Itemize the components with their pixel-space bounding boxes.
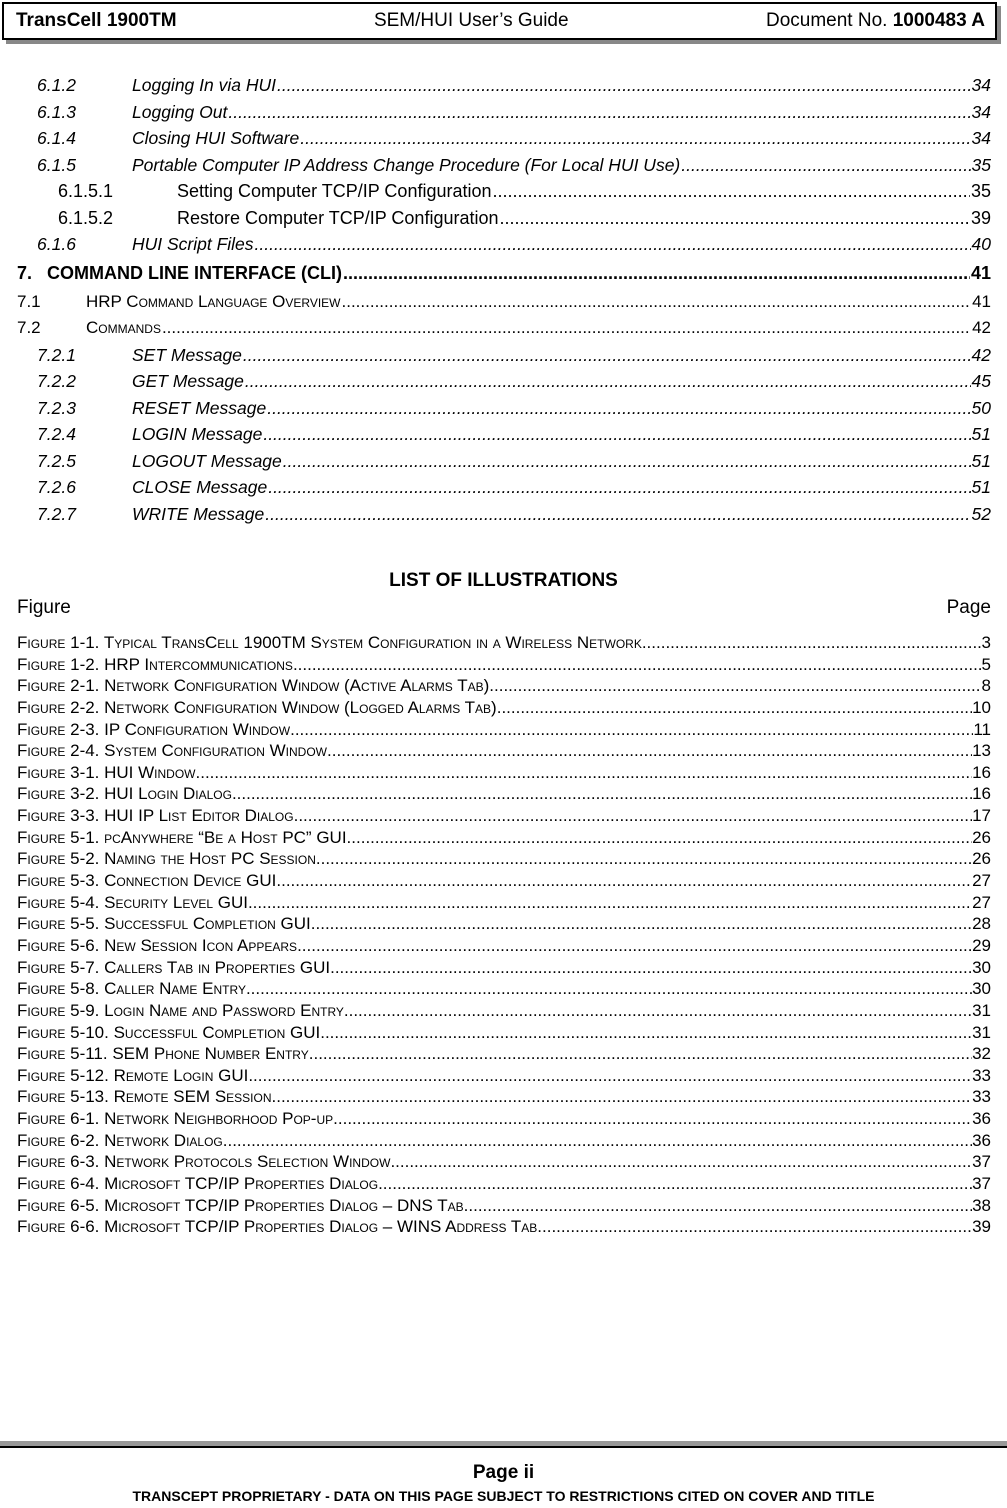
- dot-leader: [265, 501, 970, 528]
- dot-leader: [223, 1130, 972, 1152]
- toc-entry-title: CLOSE Message: [132, 477, 268, 497]
- toc-entry-title: Restore Computer TCP/IP Configuration: [177, 207, 499, 228]
- toc-entry[interactable]: [0, 448, 1007, 475]
- dot-leader: [290, 719, 973, 741]
- figure-entry-page: 31: [972, 1022, 991, 1042]
- toc-entry[interactable]: [0, 421, 1007, 448]
- figure-entry-page: 36: [972, 1109, 991, 1129]
- toc-entry-title: SET Message: [132, 344, 242, 365]
- toc-entry-number: 7.2.5: [37, 450, 76, 471]
- toc-entry[interactable]: [0, 368, 1007, 395]
- toc-entry-page: 50: [971, 397, 991, 418]
- figure-entry-page: 5: [981, 654, 991, 674]
- figure-entry[interactable]: [17, 1000, 991, 1022]
- dot-leader: [272, 1086, 973, 1108]
- toc-entry-page: 51: [971, 424, 991, 444]
- dot-leader: [311, 913, 972, 935]
- dot-leader: [268, 474, 970, 501]
- figure-entry[interactable]: [17, 848, 991, 870]
- dot-leader: [327, 740, 972, 762]
- figure-entry-page: 31: [972, 1000, 991, 1020]
- figure-entry-title: Figure 3-3. HUI IP List Editor Dialog: [17, 806, 294, 826]
- toc-entry-title: COMMAND LINE INTERFACE (CLI): [47, 262, 342, 283]
- figure-entry-page: 16: [972, 784, 991, 804]
- table-of-contents: [0, 72, 1007, 527]
- toc-entry-number: 7.2.1: [37, 344, 76, 365]
- toc-entry-number: 6.1.5: [37, 154, 76, 175]
- toc-entry[interactable]: [0, 258, 1007, 289]
- toc-entry-page: 39: [970, 207, 991, 228]
- figure-entry-title: Figure 6-5. Microsoft TCP/IP Properties Dialog – DNS Tab: [17, 1195, 464, 1215]
- figure-entry-title: Figure 5-9. Login Name and Password Entry: [17, 1000, 344, 1020]
- dot-leader: [246, 978, 972, 1000]
- figure-entry-page: 37: [972, 1174, 991, 1194]
- figure-entry-page: 37: [972, 1152, 991, 1172]
- figure-entry-page: 28: [972, 914, 991, 934]
- figure-entry-title: Figure 5-5. Successful Completion GUI: [17, 914, 311, 934]
- figure-entry-title: Figure 5-10. Successful Completion GUI: [17, 1022, 321, 1042]
- dot-leader: [316, 848, 972, 870]
- toc-entry[interactable]: [0, 395, 1007, 422]
- dot-leader: [293, 654, 982, 676]
- figure-entry-page: 32: [972, 1044, 991, 1064]
- toc-entry-page: 42: [971, 344, 991, 365]
- dot-leader: [681, 152, 970, 179]
- dot-leader: [464, 1195, 972, 1217]
- toc-entry-number: 7.: [17, 262, 33, 283]
- figure-entry[interactable]: [17, 1022, 991, 1044]
- toc-entry-title: Setting Computer TCP/IP Configuration: [177, 181, 492, 201]
- dot-leader: [245, 368, 971, 395]
- figure-entry-page: 38: [972, 1195, 991, 1215]
- page-number: Page ii: [472, 1462, 535, 1483]
- figure-entry-title: Figure 5-7. Callers Tab in Properties GUI: [17, 957, 331, 977]
- dot-leader: [248, 892, 972, 914]
- toc-entry-page: 35: [970, 181, 991, 201]
- figure-entry-page: 33: [972, 1087, 991, 1107]
- figure-entry-title: Figure 6-2. Network Dialog: [17, 1130, 223, 1150]
- toc-entry-number: 7.2.3: [37, 397, 76, 418]
- figure-entry-page: 27: [972, 871, 991, 891]
- dot-leader: [343, 258, 970, 289]
- toc-entry-number: 6.1.3: [37, 101, 76, 122]
- dot-leader: [320, 1022, 972, 1044]
- toc-entry-number: 6.1.5.2: [58, 207, 114, 228]
- figure-entry-page: 17: [972, 806, 991, 826]
- toc-entry[interactable]: [0, 231, 1007, 258]
- figure-entry-page: 29: [972, 935, 991, 955]
- toc-entry[interactable]: [0, 125, 1007, 152]
- dot-leader: [294, 805, 972, 827]
- figure-entry[interactable]: [17, 957, 991, 979]
- figure-entry[interactable]: [17, 805, 991, 827]
- figure-entry-page: 10: [972, 697, 991, 717]
- figure-entry[interactable]: [17, 632, 991, 654]
- toc-entry-number: 7.2.2: [37, 371, 76, 391]
- figure-entry-title: Figure 2-3. IP Configuration Window: [17, 719, 291, 739]
- toc-entry-page: 34: [971, 128, 991, 148]
- figure-entry[interactable]: [17, 827, 991, 849]
- dot-leader: [497, 697, 972, 719]
- figure-entry-title: Figure 6-6. Microsoft TCP/IP Properties Dialog – WINS Address Tab: [17, 1217, 538, 1237]
- dot-leader: [228, 99, 970, 126]
- figure-entry[interactable]: [17, 978, 991, 1000]
- figure-entry-page: 16: [972, 762, 991, 782]
- toc-entry-page: 52: [971, 503, 991, 524]
- dot-leader: [344, 1000, 972, 1022]
- figure-entry-page: 27: [972, 892, 991, 912]
- figure-column-label: Figure: [17, 597, 71, 618]
- toc-entry-title: Logging In via HUI: [132, 75, 276, 95]
- toc-entry-title: Logging Out: [132, 101, 228, 122]
- toc-entry[interactable]: [0, 474, 1007, 501]
- figure-entry-title: Figure 2-1. Network Configuration Window (Active Alarms Tab): [17, 676, 490, 696]
- figure-entry-title: Figure 5-12. Remote Login GUI: [17, 1065, 249, 1085]
- figure-entry-title: Figure 5-11. SEM Phone Number Entry: [17, 1044, 309, 1064]
- dot-leader: [333, 1108, 972, 1130]
- toc-entry-title: HRP Command Language Overview: [86, 291, 341, 311]
- toc-entry-number: 6.1.4: [37, 128, 76, 148]
- dot-leader: [232, 783, 972, 805]
- toc-entry[interactable]: [0, 178, 1007, 205]
- toc-entry-title: LOGOUT Message: [132, 450, 282, 471]
- figure-entry-page: 33: [972, 1065, 991, 1085]
- figure-entry-title: Figure 5-3. Connection Device GUI: [17, 871, 277, 891]
- figure-entry[interactable]: [17, 762, 991, 784]
- figure-entry[interactable]: [17, 870, 991, 892]
- figure-entry[interactable]: [17, 892, 991, 914]
- dot-leader: [162, 315, 971, 342]
- list-of-illustrations-title: LIST OF ILLUSTRATIONS: [389, 570, 618, 591]
- toc-entry[interactable]: [0, 501, 1007, 528]
- figure-entry-title: Figure 5-4. Security Level GUI: [17, 892, 248, 912]
- figure-entry[interactable]: [17, 1173, 991, 1195]
- figure-entry-page: 11: [973, 719, 991, 739]
- dot-leader: [493, 178, 970, 205]
- toc-entry[interactable]: [0, 99, 1007, 126]
- toc-entry-page: 34: [971, 101, 991, 122]
- figure-entry-title: Figure 5-8. Caller Name Entry: [17, 979, 246, 999]
- toc-entry-page: 34: [971, 75, 991, 95]
- proprietary-notice: TRANSCEPT PROPRIETARY - DATA ON THIS PAGE SUBJECT TO RESTRICTIONS CITED ON COVER AND TITLE: [132, 1488, 875, 1504]
- figure-entry-page: 36: [972, 1130, 991, 1150]
- figure-entry-page: 30: [972, 957, 991, 977]
- figure-entry[interactable]: [17, 783, 991, 805]
- toc-entry-title: LOGIN Message: [132, 424, 263, 444]
- figure-entry-title: Figure 5-13. Remote SEM Session: [17, 1087, 272, 1107]
- toc-entry[interactable]: [0, 289, 1007, 316]
- toc-entry-title: Portable Computer IP Address Change Procedure (For Local HUI Use): [132, 154, 681, 175]
- guide-title: SEM/HUI User’s Guide: [373, 10, 569, 31]
- figure-entry-page: 39: [972, 1217, 991, 1237]
- dot-leader: [267, 395, 970, 422]
- dot-leader: [297, 935, 972, 957]
- toc-entry-page: 41: [970, 262, 991, 283]
- figure-entry-title: Figure 6-4. Microsoft TCP/IP Properties Dialog: [17, 1174, 379, 1194]
- page-header: [2, 2, 997, 40]
- dot-leader: [263, 421, 970, 448]
- figure-entry-title: Figure 3-1. HUI Window: [17, 762, 196, 782]
- toc-entry-number: 7.2: [17, 318, 41, 337]
- figure-entry[interactable]: [17, 697, 991, 719]
- product-name: TransCell 1900TM: [16, 10, 177, 31]
- toc-entry-title: HUI Script Files: [132, 234, 254, 254]
- dot-leader: [537, 1216, 972, 1238]
- list-of-illustrations: [17, 632, 991, 1238]
- dot-leader: [500, 205, 970, 232]
- toc-entry-page: 45: [971, 371, 991, 391]
- toc-entry-page: 35: [971, 154, 991, 175]
- toc-entry-title: Closing HUI Software: [132, 128, 300, 148]
- dot-leader: [390, 1151, 972, 1173]
- figure-entry-title: Figure 2-2. Network Configuration Window (Logged Alarms Tab): [17, 697, 497, 717]
- figure-entry[interactable]: [17, 654, 991, 676]
- toc-entry-number: 7.2.7: [37, 503, 76, 524]
- toc-entry-number: 6.1.5.1: [58, 181, 114, 201]
- figure-entry-page: 30: [972, 979, 991, 999]
- document-number: Document No. 1000483 A: [765, 10, 985, 31]
- figure-entry[interactable]: [17, 719, 991, 741]
- figure-entry-title: Figure 3-2. HUI Login Dialog: [17, 784, 232, 804]
- figure-entry-title: Figure 6-1. Network Neighborhood Pop-up: [17, 1109, 334, 1129]
- list-of-illustrations-header: [17, 597, 991, 619]
- figure-entry[interactable]: [17, 1043, 991, 1065]
- toc-entry[interactable]: [0, 152, 1007, 179]
- figure-entry[interactable]: [17, 1086, 991, 1108]
- dot-leader: [378, 1173, 972, 1195]
- dot-leader: [330, 957, 972, 979]
- toc-entry-page: 51: [971, 450, 991, 471]
- figure-entry-page: 26: [972, 849, 991, 869]
- figure-entry[interactable]: [17, 913, 991, 935]
- figure-entry-page: 3: [981, 633, 991, 652]
- page-column-label: Page: [946, 597, 991, 618]
- figure-entry[interactable]: [17, 1108, 991, 1130]
- figure-entry[interactable]: [17, 1195, 991, 1217]
- dot-leader: [248, 1065, 972, 1087]
- figure-entry[interactable]: [17, 1130, 991, 1152]
- figure-entry[interactable]: [17, 1065, 991, 1087]
- dot-leader: [347, 827, 973, 849]
- figure-entry-title: Figure 6-3. Network Protocols Selection Window: [17, 1152, 391, 1172]
- toc-entry-number: 6.1.6: [37, 234, 76, 254]
- toc-entry[interactable]: [0, 342, 1007, 369]
- figure-entry-title: Figure 1-2. HRP Intercommunications: [17, 654, 293, 674]
- figure-entry[interactable]: [17, 740, 991, 762]
- toc-entry-number: 7.2.6: [37, 477, 76, 497]
- figure-entry-title: Figure 5-6. New Session Icon Appears: [17, 935, 298, 955]
- toc-entry-page: 40: [971, 234, 991, 254]
- dot-leader: [283, 448, 971, 475]
- toc-entry[interactable]: [0, 72, 1007, 99]
- toc-entry-number: 7.1: [17, 291, 41, 311]
- dot-leader: [309, 1043, 972, 1065]
- toc-entry[interactable]: [0, 205, 1007, 232]
- dot-leader: [642, 632, 982, 654]
- toc-entry[interactable]: [0, 315, 1007, 342]
- figure-entry[interactable]: [17, 935, 991, 957]
- figure-entry[interactable]: [17, 1216, 991, 1238]
- toc-entry-page: 51: [971, 477, 991, 497]
- figure-entry-title: Figure 5-1. pcAnywhere “Be a Host PC” GUI: [17, 827, 347, 847]
- toc-entry-title: RESET Message: [132, 397, 267, 418]
- dot-leader: [342, 289, 972, 316]
- figure-entry-title: Figure 2-4. System Configuration Window: [17, 741, 328, 761]
- toc-entry-page: 41: [972, 291, 991, 311]
- footer-divider: [0, 1441, 1007, 1448]
- figure-entry-page: 26: [972, 827, 991, 847]
- dot-leader: [243, 342, 971, 369]
- figure-entry-page: 8: [981, 676, 991, 696]
- figure-entry-title: Figure 5-2. Naming the Host PC Session: [17, 849, 316, 869]
- toc-entry-number: 7.2.4: [37, 424, 76, 444]
- dot-leader: [276, 870, 972, 892]
- toc-entry-number: 6.1.2: [37, 75, 76, 95]
- dot-leader: [300, 125, 970, 152]
- dot-leader: [489, 675, 981, 697]
- toc-entry-page: 42: [972, 318, 991, 337]
- toc-entry-title: Commands: [86, 318, 161, 337]
- dot-leader: [196, 762, 973, 784]
- dot-leader: [277, 72, 971, 99]
- toc-entry-title: GET Message: [132, 371, 244, 391]
- figure-entry-page: 13: [972, 741, 991, 761]
- figure-entry[interactable]: [17, 675, 991, 697]
- toc-entry-title: WRITE Message: [132, 503, 265, 524]
- figure-entry-title: Figure 1-1. Typical TransCell 1900TM System Configuration in a Wireless Network: [17, 633, 642, 652]
- dot-leader: [255, 231, 971, 258]
- figure-entry[interactable]: [17, 1151, 991, 1173]
